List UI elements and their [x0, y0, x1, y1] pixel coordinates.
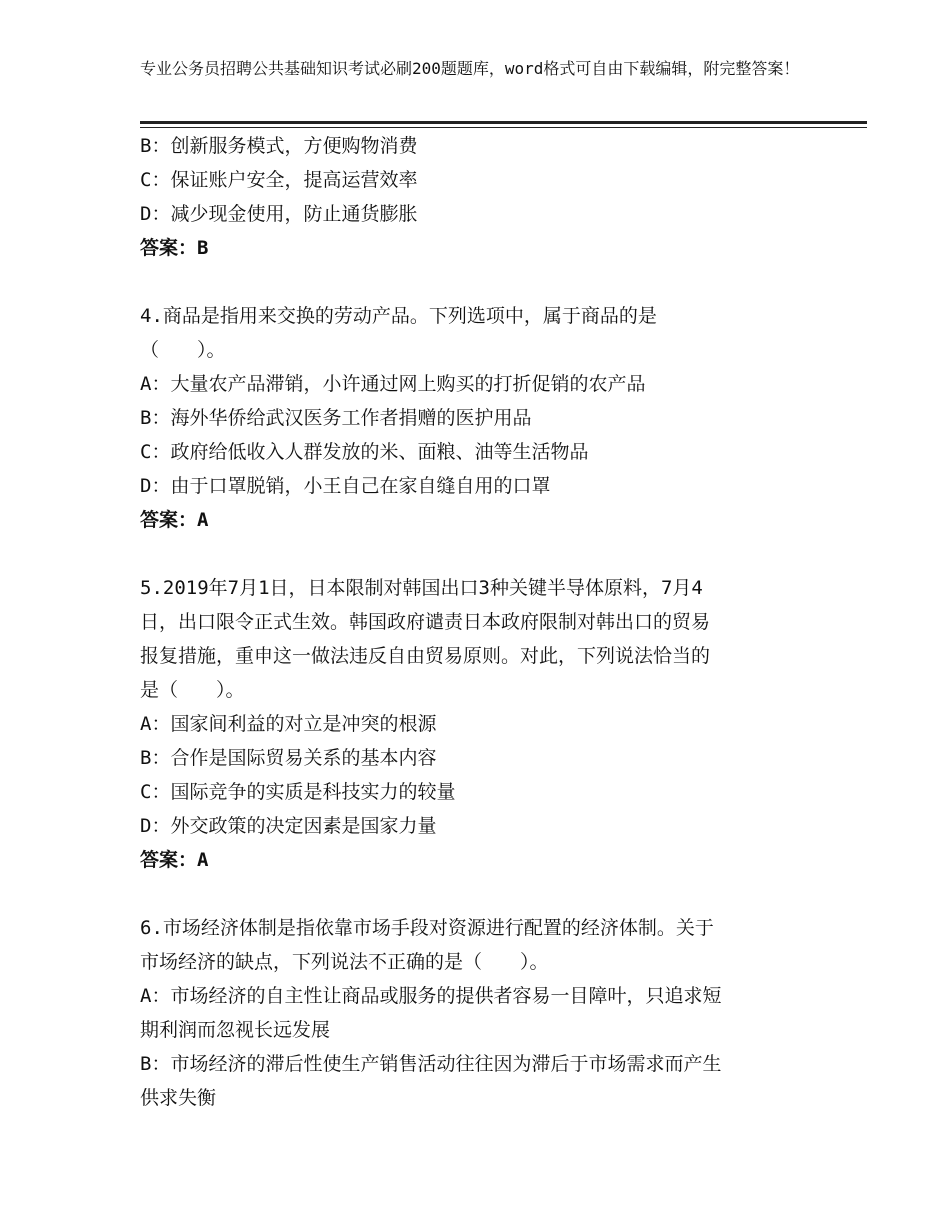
q6-option-b-line-2: 供求失衡 — [140, 1087, 217, 1109]
q4-stem-line-1: 4.商品是指用来交换的劳动产品。下列选项中，属于商品的是 — [140, 305, 657, 327]
q6-stem-line-1: 6.市场经济体制是指依靠市场手段对资源进行配置的经济体制。关于 — [140, 917, 714, 939]
header-rule-thick — [140, 121, 867, 124]
spacer — [140, 877, 820, 911]
question-content — [140, 129, 820, 1115]
q4-option-b: B：海外华侨给武汉医务工作者捐赠的医护用品 — [140, 407, 532, 429]
q4-answer: 答案：A — [140, 509, 209, 531]
q5-option-c: C：国际竞争的实质是科技实力的较量 — [140, 781, 456, 803]
q6-option-a-line-2: 期利润而忽视长远发展 — [140, 1019, 331, 1041]
q5-option-d: D：外交政策的决定因素是国家力量 — [140, 815, 437, 837]
spacer — [140, 265, 820, 299]
q3-answer: 答案：B — [140, 237, 209, 259]
q3-option-d: D：减少现金使用，防止通货膨胀 — [140, 203, 418, 225]
q5-option-b: B：合作是国际贸易关系的基本内容 — [140, 747, 437, 769]
q3-option-c: C：保证账户安全，提高运营效率 — [140, 169, 418, 191]
q4-option-a: A：大量农产品滞销，小许通过网上购买的打折促销的农产品 — [140, 373, 646, 395]
q5-option-a: A：国家间利益的对立是冲突的根源 — [140, 713, 437, 735]
q6-option-b-line-1: B：市场经济的滞后性使生产销售活动往往因为滞后于市场需求而产生 — [140, 1053, 722, 1075]
q6-option-a-line-1: A：市场经济的自主性让商品或服务的提供者容易一目障叶，只追求短 — [140, 985, 722, 1007]
header-rule-thin — [140, 127, 867, 128]
q4-stem-line-2: （ ）。 — [140, 339, 226, 361]
q5-stem-line-3: 报复措施，重申这一做法违反自由贸易原则。对此，下列说法恰当的 — [140, 645, 711, 667]
q5-stem-line-4: 是（ ）。 — [140, 679, 245, 701]
q5-answer: 答案：A — [140, 849, 209, 871]
q6-stem-line-2: 市场经济的缺点，下列说法不正确的是（ ）。 — [140, 951, 549, 973]
q4-option-c: C：政府给低收入人群发放的米、面粮、油等生活物品 — [140, 441, 589, 463]
q5-stem-line-2: 日，出口限令正式生效。韩国政府谴责日本政府限制对韩出口的贸易 — [140, 611, 711, 633]
q3-option-b: B：创新服务模式，方便购物消费 — [140, 135, 418, 157]
q4-option-d: D：由于口罩脱销，小王自己在家自缝自用的口罩 — [140, 475, 551, 497]
q5-stem-line-1: 5.2019年7月1日，日本限制对韩国出口3种关键半导体原料，7月4 — [140, 577, 703, 599]
spacer — [140, 537, 820, 571]
page-header: 专业公务员招聘公共基础知识考试必刷200题题库，word格式可自由下载编辑，附完整答案！ — [140, 59, 800, 78]
